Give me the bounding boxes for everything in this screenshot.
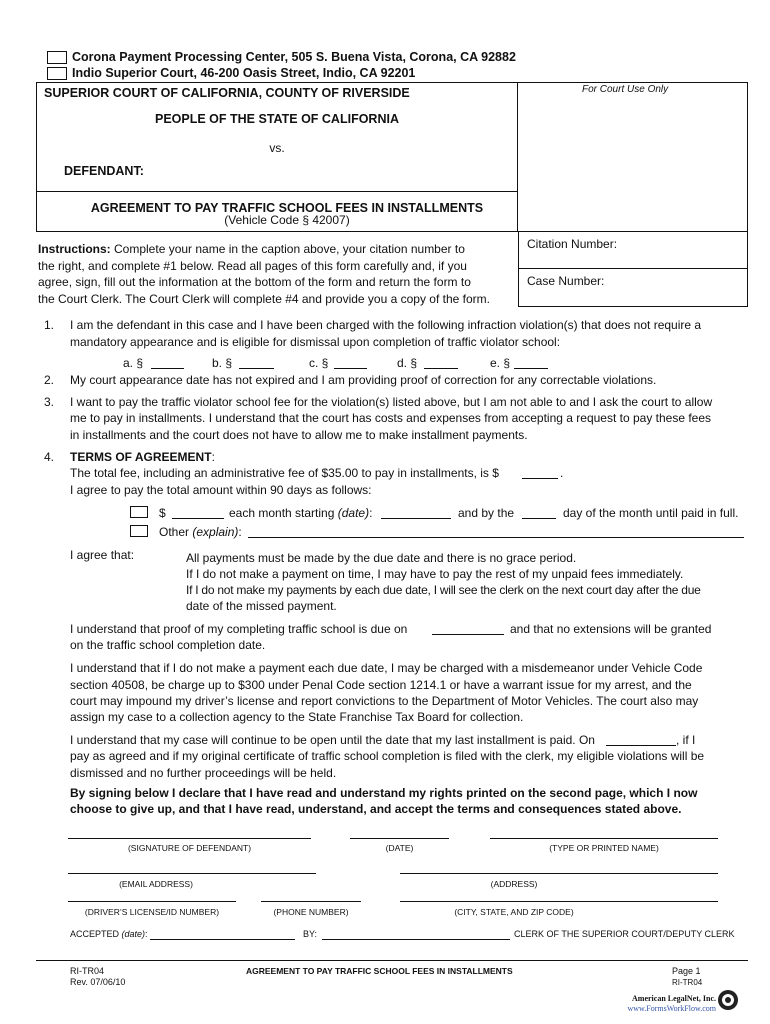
violation-b-label: b. § [212,356,233,370]
each-month-label [229,505,372,522]
other-explain-field[interactable] [248,537,744,538]
violation-b-field[interactable] [239,368,274,369]
misd-line-2: section 40508, be charge up to $300 under Penal Code section 1214.1 or have a warrant issue for my arrest, and the [70,678,692,692]
violation-c-label: c. § [309,356,329,370]
violation-a-field[interactable] [151,368,184,369]
agree-line-4: date of the missed payment. [186,599,337,613]
date-caption: (DATE) [385,843,414,853]
city-caption: (CITY, STATE, AND ZIP CODE) [454,907,574,917]
terms-label: TERMS OF AGREEMENT [70,450,212,464]
date-colon: : [369,506,373,520]
open-line-2: pay as agreed and if my original certificate of traffic school completion is filed with the clerk, my eligible violations will be [70,749,705,763]
vs-label: vs. [269,141,285,155]
signature-caption: (SIGNATURE OF DEFENDANT) [127,843,252,853]
violation-d-label: d. § [397,356,418,370]
item-1-number: 1. [44,318,55,332]
item-3-line-3: in installments and the court does not have to allow me to make installment payments. [70,428,528,442]
vehicle-code: (Vehicle Code § 42007) [224,213,350,227]
clerk-label: CLERK OF THE SUPERIOR COURT/DEPUTY CLERK [514,929,735,939]
open-line-1b: , if I [676,733,696,747]
case-label[interactable]: Case Number: [527,274,605,288]
agree-line-1: All payments must be made by the due date and there is no grace period. [186,551,577,565]
footer-rev: Rev. 07/06/10 [70,977,126,987]
citation-divider [518,268,748,269]
accepted-date-italic: (date) [121,929,146,939]
misd-line-3: court may impound my driver’s license and report convictions to the Department of Motor Vehicles. The court also may [70,694,699,708]
proof-line-1b: and that no extensions will be granted [510,622,712,636]
footer-title: AGREEMENT TO PAY TRAFFIC SCHOOL FEES IN INSTALLMENTS [246,966,513,976]
people-label: PEOPLE OF THE STATE OF CALIFORNIA [155,112,399,126]
declaration-line-2: choose to give up, and that I have read, understand, and accept the terms and consequences stated above. [70,802,682,816]
defendant-label: DEFENDANT: [64,164,144,178]
other-checkbox[interactable] [130,525,148,537]
item-2-text: My court appearance date has not expired and I am providing proof of correction for any correctable violations. [70,373,657,387]
agree-pay-text: I agree to pay the total amount within 90 days as follows: [70,483,372,497]
clerk-field[interactable] [322,939,510,940]
dl-caption: (DRIVER’S LICENSE/ID NUMBER) [84,907,220,917]
item-2-number: 2. [44,373,55,387]
other-label [159,524,242,541]
instructions-line-2: the right, and complete #1 below. Read all pages of this form carefully and, if you [38,259,467,273]
logo-emblem-icon [718,990,738,1010]
instructions-label: Instructions: [38,242,111,256]
citation-label[interactable]: Citation Number: [527,237,618,251]
corona-checkbox[interactable] [47,51,67,64]
caption-divider [36,191,518,192]
instructions-text-1: Complete your name in the caption above, your citation number to [110,242,465,256]
other-text: Other [159,525,190,539]
explain-italic: (explain) [192,525,239,539]
accepted-date-field[interactable] [150,939,295,940]
dollar-sign: $ [159,506,166,520]
by-label: BY: [303,929,318,939]
printed-name-caption: (TYPE OR PRINTED NAME) [549,843,659,853]
footer-form-id-right: RI-TR04 [672,978,703,987]
violation-a-label: a. § [123,356,144,370]
total-fee-field[interactable] [522,478,558,479]
total-fee-text: The total fee, including an administrative fee of $35.00 to pay in installments, is $ [70,466,499,480]
corona-address: Corona Payment Processing Center, 505 S. Buena Vista, Corona, CA 92882 [72,50,516,64]
agree-line-2: If I do not make a payment on time, I may have to pay the rest of my unpaid fees immediately. [186,567,684,581]
city-field[interactable] [400,901,718,902]
form-title: AGREEMENT TO PAY TRAFFIC SCHOOL FEES IN INSTALLMENTS [90,201,484,215]
terms-colon: : [211,450,215,464]
indio-checkbox[interactable] [47,67,67,80]
start-date-field[interactable] [381,518,451,519]
court-name: SUPERIOR COURT OF CALIFORNIA, COUNTY OF RIVERSIDE [44,86,410,100]
dl-field[interactable] [68,901,236,902]
total-fee-period: . [560,466,564,480]
day-of-month-text: day of the month until paid in full. [563,506,739,520]
phone-caption: (PHONE NUMBER) [273,907,349,917]
proof-line-1a: I understand that proof of my completing traffic school is due on [70,622,408,636]
declaration-line-1: By signing below I declare that I have read and understand my rights printed on the second page, which I now [70,786,698,800]
footer-page: Page 1 [672,966,701,976]
instructions-line-4: the Court Clerk. The Court Clerk will complete #4 and provide you a copy of the form. [38,292,490,306]
item-1-line-1: I am the defendant in this case and I have been charged with the following infraction violation(s) that does not require a [70,318,702,332]
open-line-3: dismissed and no further proceedings will be held. [70,766,337,780]
monthly-amount-field[interactable] [172,518,224,519]
footer-rule [36,960,748,961]
terms-heading [70,449,215,466]
email-field[interactable] [68,873,316,874]
date-field[interactable] [350,838,449,839]
misd-line-1: I understand that if I do not make a payment each due date, I may be charged with a misdemeanor under Vehicle Code [70,661,703,675]
accepted-text: ACCEPTED [70,929,122,939]
item-3-line-1: I want to pay the traffic violator school fee for the violation(s) listed above, but I am not able to and I ask the court to allow [70,395,713,409]
accepted-colon: : [145,929,148,939]
email-caption: (EMAIL ADDRESS) [119,879,193,889]
agree-line-3: If I do not make my payments by each due date, I will see the clerk on the next court day after the due [186,583,701,597]
violation-d-field[interactable] [424,368,458,369]
date-italic: (date) [337,506,370,520]
item-1-line-2: mandatory appearance and is eligible for dismissal upon completion of traffic violator school: [70,335,561,349]
day-of-month-field[interactable] [522,518,556,519]
violation-e-field[interactable] [514,368,548,369]
open-date-field[interactable] [606,745,676,746]
and-by-the-label: and by the [458,506,515,520]
legalnet-logo [612,989,740,1017]
item-4-number: 4. [44,450,55,464]
proof-line-2: on the traffic school completion date. [70,638,266,652]
logo-company: American LegalNet, Inc. [632,994,716,1003]
open-line-1a: I understand that my case will continue to be open until the date that my last installment is paid. On [70,733,595,747]
instructions-line-3: agree, sign, fill out the information at the bottom of the form and return the form to [38,275,471,289]
court-use-box [518,82,748,232]
violation-c-field[interactable] [334,368,367,369]
item-3-number: 3. [44,395,55,409]
proof-date-field[interactable] [432,634,504,635]
printed-name-field[interactable] [490,838,718,839]
signature-field[interactable] [68,838,311,839]
accepted-label [70,929,148,939]
violation-e-label: e. § [490,356,511,370]
court-use-label: For Court Use Only [582,84,669,95]
phone-field[interactable] [261,901,361,902]
misd-line-4: assign my case to a collection agency to the State Franchise Tax Board for collection. [70,710,524,724]
i-agree-that: I agree that: [70,548,135,562]
address-field[interactable] [400,873,718,874]
monthly-checkbox[interactable] [130,506,148,518]
explain-colon: : [238,525,242,539]
instructions-line-1 [38,241,465,258]
each-month-text: each month starting [229,506,335,520]
logo-url: www.FormsWorkFlow.com [627,1004,716,1013]
item-3-line-2: me to pay in installments. I understand that the court has costs and expenses from accepting a request to pay these fees [70,411,712,425]
footer-form-id: RI-TR04 [70,966,105,976]
address-caption: (ADDRESS) [490,879,538,889]
indio-address: Indio Superior Court, 46-200 Oasis Street, Indio, CA 92201 [72,66,416,80]
